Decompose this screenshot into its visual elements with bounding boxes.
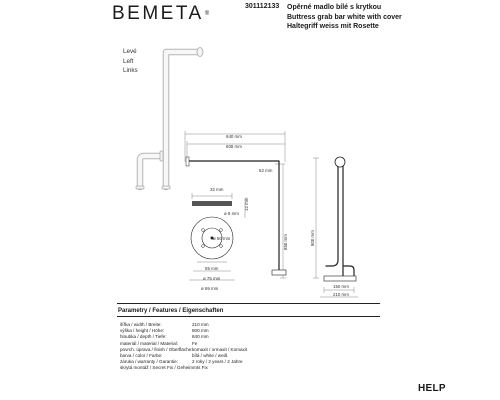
param-value: 210 mm: [192, 322, 209, 327]
dim-hole-spacing: 55 mm: [205, 266, 219, 271]
param-label: povrch. úprava / finish / Oberfläche:: [120, 346, 193, 352]
product-code: 301112133: [245, 3, 280, 10]
dim-total-width: 640 mm: [226, 134, 242, 139]
param-value: 840 mm: [192, 334, 209, 340]
param-value: bílá / white / weiß: [192, 353, 228, 359]
dim-rosette-outer: ø 69 mm: [201, 286, 219, 291]
dim-bar-diameter: ø 8 mm: [224, 211, 239, 216]
side-label-de: Links: [123, 67, 138, 74]
dim-inner-circle: ø 50 mm: [213, 236, 231, 241]
parameters-table: [120, 322, 247, 372]
parameters-title: Parametry / Features / Eigenschaften: [118, 308, 224, 314]
param-value: 800 mm: [192, 328, 209, 334]
dim-cover-depth: 32 mm: [210, 187, 224, 192]
divider-bottom: [117, 316, 380, 317]
param-value: 2 roky / 2 years / 2 Jahre: [192, 359, 243, 365]
side-label-en: Left: [123, 57, 134, 65]
param-label: materiál / material / Material:: [120, 340, 178, 346]
divider-top: [117, 303, 380, 304]
dim-offset: 52 mm: [259, 168, 273, 173]
brand-name: BEMETA: [112, 3, 204, 24]
param-value: Fe: [192, 340, 198, 346]
side-label-cz: Levé: [123, 48, 137, 55]
side-view-drawing: [310, 148, 370, 298]
param-label: hloubka / depth / Tiefe:: [120, 334, 167, 340]
dim-depth-210: 210 mm: [333, 292, 349, 297]
param-label: šířka / width / Breite:: [120, 322, 162, 327]
dim-inner-width: 608 mm: [226, 144, 242, 149]
product-name-de: Haltegriff weiss mit Rosette: [287, 23, 379, 30]
brand-logo: [112, 3, 209, 25]
brand-registered-mark: ®: [204, 11, 210, 17]
param-value: komaxit / ormaxit / Komaxit: [192, 346, 248, 352]
front-view-drawing: [175, 128, 325, 288]
dim-height-inner: 850 mm: [283, 234, 288, 250]
dim-rosette-inner: ø 75 mm: [203, 276, 221, 281]
dim-depth-150: 150 mm: [333, 284, 349, 289]
param-label: skrytá montáž / Secret Fix / Geheimmts Fix: [120, 365, 208, 371]
param-row: [120, 365, 247, 371]
dim-height-outer: 800 mm: [310, 230, 315, 246]
product-name-cz: Opěrné madlo bílé s krytkou: [287, 4, 382, 11]
param-label: barva / color / Farbe:: [120, 353, 163, 359]
param-label: záruka / warranty / Garantie:: [120, 359, 178, 365]
product-name-en: Buttress grab bar white with cover: [287, 13, 402, 21]
help-label: HELP: [418, 383, 446, 394]
dim-cover-height: 12 mm: [244, 197, 249, 211]
param-label: výška / height / Höhe:: [120, 328, 165, 334]
product-names: [287, 3, 402, 32]
